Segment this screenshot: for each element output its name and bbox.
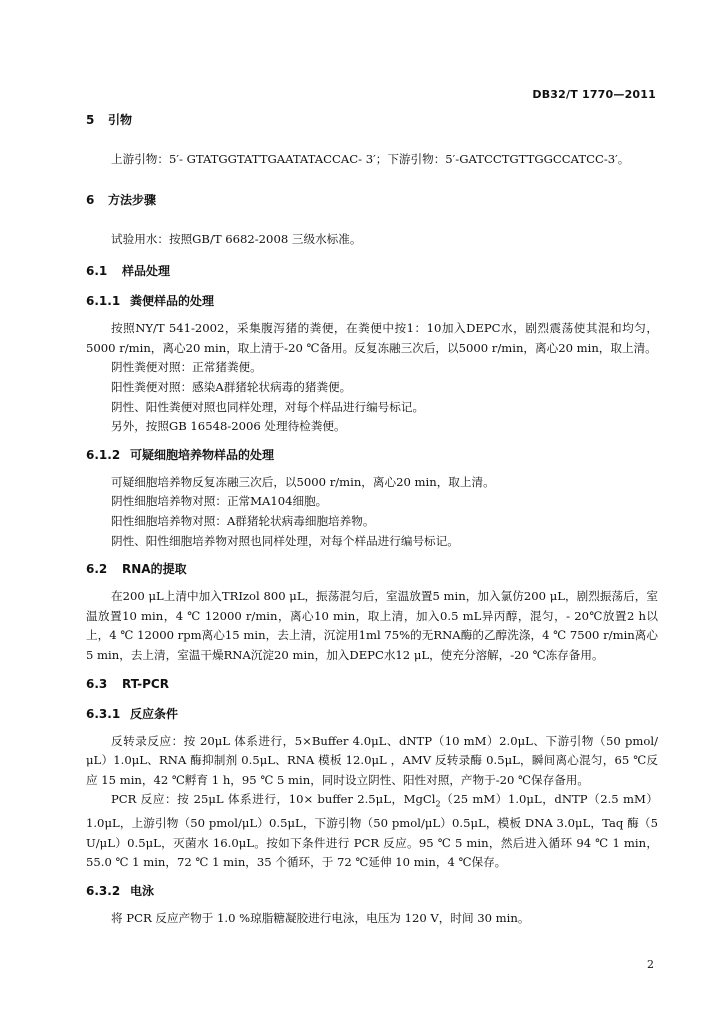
section-heading-6-3-1 (86, 706, 658, 722)
section-heading-6-1-1 (86, 293, 658, 309)
section-number: 6.1 (86, 264, 108, 279)
section-number: 6.3 (86, 676, 108, 691)
positive-cell-control: 阳性细胞培养物对照：A群猪轮状病毒细胞培养物。 (111, 513, 375, 528)
section-title: RNA的提取 (122, 562, 187, 577)
section-title: RT-PCR (122, 676, 169, 691)
section-number: 6.3.1 (86, 706, 121, 721)
section-number: 6 (86, 192, 95, 207)
feces-processing-paragraph: 按照NY/T 541-2002，采集腹泻猪的粪便，在粪便中按1：10加入DEPC水，剧烈震荡使其混和均匀，5000 r/min，离心20 min，取上清于-20 ℃备用。反复冻融三次后，以5000 r/min，离心20 min，取上清。 (86, 321, 658, 355)
section-heading-6-3 (86, 676, 658, 692)
section-title: 粪便样品的处理 (130, 294, 215, 309)
page-content (86, 112, 658, 929)
feces-test-note: 另外，按照GB 16548-2006 处理待检粪便。 (111, 419, 346, 434)
cell-control-labeling: 阴性、阳性细胞培养物对照也同样处理，对每个样品进行编号标记。 (111, 533, 459, 548)
section-heading-5 (86, 112, 658, 128)
pcr-reaction-paragraph: PCR 反应：按 25μL 体系进行，10× buffer 2.5μL，MgCl$_2$（25 mM）1.0μL，dNTP（2.5 mM）1.0μL，上游引物（50 pmol/μL）0.5μL，下游引物（50 pmol/μL）0.5μL，模板 DNA 3.0μL，Taq 酶（5 U/μL）0.5μL，灭菌水 16.0μL。按如下条件进行 PCR 反应。95 ℃ 5 min，然后进入循环 94 ℃ 1 min，55.0 ℃ 1 min，72 ℃ 1 min，35 个循环，于 72 ℃延伸 10 min，4 ℃保存。 (86, 792, 658, 870)
section-heading-6-1 (86, 263, 658, 279)
negative-cell-control: 阴性细胞培养物对照：正常MA104细胞。 (111, 494, 328, 509)
feces-control-labeling: 阴性、阳性粪便对照也同样处理，对每个样品进行编号标记。 (111, 399, 425, 414)
section-number: 6.1.2 (86, 447, 121, 462)
section-title: 可疑细胞培养物样品的处理 (130, 447, 275, 462)
section-title: 反应条件 (130, 706, 179, 721)
rna-extraction-paragraph: 在200 μL上清中加入TRIzol 800 μL，振荡混匀后，室温放置5 min，加入氯仿200 μL，剧烈振荡后，室温放置10 min，4 ℃ 12000 r/min，离心10 min，取上清，加入0.5 mL异丙醇，混匀，- 20℃放置2 h以上，4 ℃ 12000 rpm离心15 min，去上清，沉淀用1ml 75%的无RNA酶的乙醇洗涤，4 ℃ 7500 r/min离心5 min，去上清，室温干燥RNA沉淀20 min，加入DEPC水12 μL，使充分溶解，-20 ℃冻存备用。 (86, 589, 658, 662)
page-number: 2 (647, 958, 654, 971)
section-number: 6.3.2 (86, 883, 121, 898)
section-number: 6.1.1 (86, 294, 121, 309)
section-title: 引物 (108, 113, 133, 127)
section-heading-6-3-2 (86, 883, 658, 899)
section-heading-6-2 (86, 561, 658, 577)
reverse-transcription-paragraph: 反转录反应：按 20μL 体系进行，5×Buffer 4.0μL、dNTP（10 mM）2.0μL、下游引物（50 pmol/μL）1.0μL、RNA 酶抑制剂 0.5μL、RNA 模板 12.0μL ，AMV 反转录酶 0.5μL，瞬间离心混匀，65 ℃反应 15 min，42 ℃孵育 1 h，95 ℃ 5 min，同时设立阴性、阳性对照，产物于-20 ℃保存备用。 (86, 733, 658, 787)
electrophoresis-paragraph: 将 PCR 反应产物于 1.0 %琼脂糖凝胶进行电泳，电压为 120 V，时间 30 min。 (111, 910, 530, 925)
primers-paragraph: 上游引物：5′- GTATGGTATTGAATATACCAC- 3′；下游引物：5′-GATCCTGTTGGCCATCC-3′。 (111, 152, 630, 166)
section-title: 电泳 (130, 883, 155, 898)
section-title: 方法步骤 (108, 192, 157, 207)
section-heading-6 (86, 192, 658, 208)
positive-feces-control: 阳性粪便对照：感染A群猪轮状病毒的猪粪便。 (111, 379, 352, 394)
negative-feces-control: 阴性粪便对照：正常猪粪便。 (111, 360, 262, 375)
standard-code-header: DB32/T 1770—2011 (532, 88, 656, 101)
section-number: 6.2 (86, 562, 108, 577)
section-title: 样品处理 (122, 264, 171, 279)
section-number: 5 (86, 113, 95, 127)
section-heading-6-1-2 (86, 447, 658, 463)
test-water-paragraph: 试验用水：按照GB/T 6682-2008 三级水标准。 (111, 231, 362, 246)
cell-culture-processing: 可疑细胞培养物反复冻融三次后，以5000 r/min，离心20 min，取上清。 (111, 474, 495, 489)
